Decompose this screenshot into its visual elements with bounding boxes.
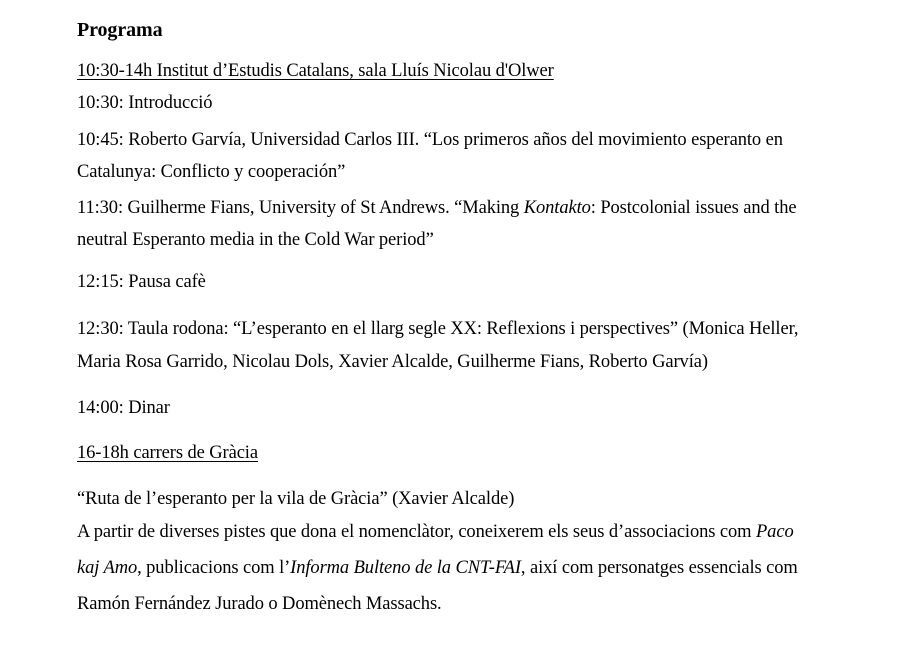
item-garvia-line1: 10:45: Roberto Garvía, Universidad Carlos III. “Los primeros años del movimiento esperanto en [77, 130, 783, 150]
route-description-line1 [77, 521, 794, 543]
item-coffee-break: 12:15: Pausa cafè [77, 272, 206, 292]
session1-heading: 10:30-14h Institut d’Estudis Catalans, sala Lluís Nicolau d'Olwer [77, 61, 554, 81]
page-title: Programa [77, 19, 163, 41]
desc-paco-italic: Paco [755, 522, 794, 542]
item-round-table-line2: Maria Rosa Garrido, Nicolau Dols, Xavier Alcalde, Guilherme Fians, Roberto Garvía) [77, 352, 708, 372]
desc-informa-bulteno-italic: Informa Bulteno de la CNT-FAI [290, 558, 521, 578]
item-fians-line2: neutral Esperanto media in the Cold War period” [77, 230, 434, 250]
item-lunch: 14:00: Dinar [77, 398, 170, 418]
fians-text-a: 11:30: Guilherme Fians, University of St Andrews. “Making [77, 198, 524, 218]
item-introduction: 10:30: Introducció [77, 93, 213, 113]
desc-kaj-amo-italic: kaj Amo [77, 558, 138, 578]
session2-heading: 16-18h carrers de Gràcia [77, 443, 258, 463]
desc-text-b: , publicacions com l’ [137, 558, 291, 578]
route-description-line3: Ramón Fernández Jurado o Domènech Massachs. [77, 594, 442, 614]
fians-text-b: : Postcolonial issues and the [590, 198, 797, 218]
item-round-table-line1: 12:30: Taula rodona: “L’esperanto en el llarg segle XX: Reflexions i perspectives” (Monica Heller, [77, 319, 799, 339]
route-description-line2 [77, 557, 798, 579]
desc-text-d: , així com personatges essencials com [520, 558, 798, 578]
route-title: “Ruta de l’esperanto per la vila de Gràcia” (Xavier Alcalde) [77, 489, 515, 509]
item-garvia-line2: Catalunya: Conflicto y cooperación” [77, 162, 346, 182]
desc-text-a: A partir de diverses pistes que dona el nomenclàtor, coneixerem els seus d’associacions com [77, 522, 756, 542]
fians-kontakto-italic: Kontakto [523, 198, 591, 218]
item-fians-line1 [77, 197, 797, 219]
